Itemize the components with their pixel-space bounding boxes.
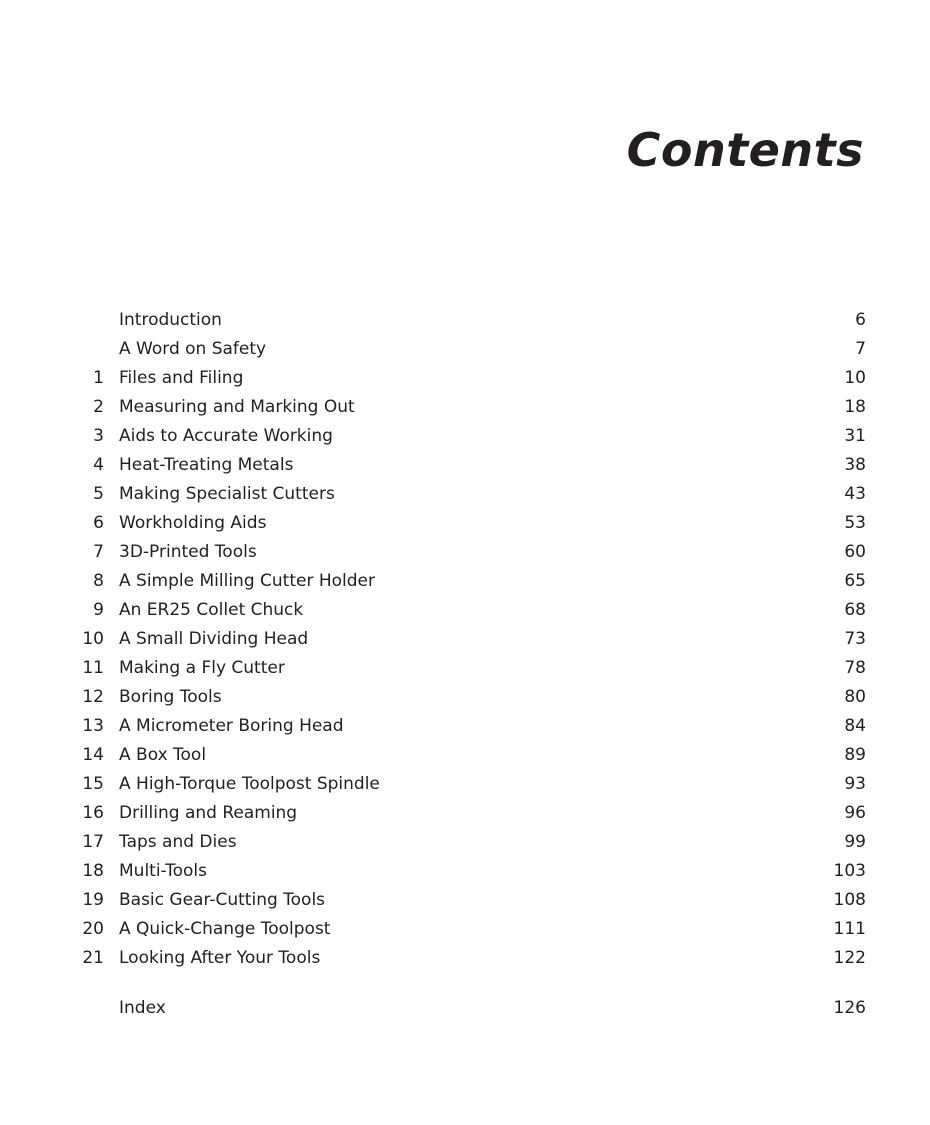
toc-entry-page: 93 [844,774,866,794]
toc-entry-title: Multi-Tools [119,861,208,881]
toc-entry-title: Making Specialist Cutters [119,484,335,504]
toc-entry-number: 6 [93,513,104,533]
toc-entry-chapter[interactable] [0,799,930,828]
toc-entry-chapter[interactable] [0,770,930,799]
toc-entry-number: 12 [82,687,104,707]
toc-entry-title: A Quick-Change Toolpost [119,919,331,939]
toc-entry-chapter[interactable] [0,364,930,393]
toc-entry-title: Aids to Accurate Working [119,426,333,446]
toc-entry-title: A Micrometer Boring Head [119,716,344,736]
toc-entry-title: Workholding Aids [119,513,267,533]
toc-entry-title: Measuring and Marking Out [119,397,355,417]
toc-entry-page: 99 [844,832,866,852]
toc-entry-title: A Box Tool [119,745,207,765]
toc-entry-number: 13 [82,716,104,736]
toc-entry-title: Introduction [119,310,222,330]
toc-entry-chapter[interactable] [0,683,930,712]
toc-entry-page: 6 [855,310,866,330]
toc-entry-number: 21 [82,948,104,968]
toc-entry-page: 10 [844,368,866,388]
toc-entry-page: 53 [844,513,866,533]
toc-entry-chapter[interactable] [0,857,930,886]
toc-entry-title: Files and Filing [119,368,244,388]
toc-entry-chapter[interactable] [0,654,930,683]
toc-entry-chapter[interactable] [0,509,930,538]
toc-entry-page: 60 [844,542,866,562]
toc-entry-chapter[interactable] [0,886,930,915]
toc-entry-number: 14 [82,745,104,765]
toc-entry-page: 126 [833,998,866,1018]
toc-entry-page: 31 [844,426,866,446]
toc-entry-page: 103 [833,861,866,881]
toc-entry-number: 2 [93,397,104,417]
toc-entry-title: Drilling and Reaming [119,803,298,823]
toc-entry-page: 96 [844,803,866,823]
toc-entry-a-word-on-safety[interactable] [0,335,930,364]
page-title: Contents [626,123,864,177]
toc-entry-number: 10 [82,629,104,649]
toc-entry-chapter[interactable] [0,393,930,422]
toc-entry-chapter[interactable] [0,712,930,741]
toc-entry-chapter[interactable] [0,538,930,567]
toc-entry-title: Taps and Dies [119,832,237,852]
toc-entry-title: Boring Tools [119,687,222,707]
toc-entry-page: 68 [844,600,866,620]
toc-entry-page: 84 [844,716,866,736]
toc-entry-page: 65 [844,571,866,591]
toc-entry-index[interactable] [0,994,930,1023]
toc-entry-title: Heat-Treating Metals [119,455,294,475]
toc-entry-chapter[interactable] [0,451,930,480]
toc-entry-chapter[interactable] [0,944,930,973]
toc-entry-chapter[interactable] [0,828,930,857]
toc-entry-chapter[interactable] [0,480,930,509]
toc-entry-number: 5 [93,484,104,504]
toc-entry-page: 43 [844,484,866,504]
toc-entry-title: A Simple Milling Cutter Holder [119,571,375,591]
toc-entry-title: 3D-Printed Tools [119,542,257,562]
toc-entry-page: 122 [833,948,866,968]
toc-entry-number: 17 [82,832,104,852]
toc-entry-number: 15 [82,774,104,794]
toc-entry-number: 3 [93,426,104,446]
toc-entry-page: 108 [833,890,866,910]
toc-entry-number: 7 [93,542,104,562]
toc-entry-number: 20 [82,919,104,939]
toc-entry-page: 80 [844,687,866,707]
toc-entry-page: 7 [855,339,866,359]
toc-entry-chapter[interactable] [0,741,930,770]
toc-entry-title: Making a Fly Cutter [119,658,285,678]
toc-entry-chapter[interactable] [0,915,930,944]
toc-entry-page: 18 [844,397,866,417]
toc-entry-number: 18 [82,861,104,881]
toc-entry-chapter[interactable] [0,596,930,625]
toc-entry-title: Index [119,998,166,1018]
toc-entry-number: 4 [93,455,104,475]
toc-entry-chapter[interactable] [0,567,930,596]
toc-entry-title: A Small Dividing Head [119,629,309,649]
toc-entry-introduction[interactable] [0,306,930,335]
table-of-contents [0,306,930,1023]
toc-entry-number: 11 [82,658,104,678]
toc-entry-page: 89 [844,745,866,765]
toc-entry-page: 78 [844,658,866,678]
toc-entry-number: 1 [93,368,104,388]
toc-entry-page: 38 [844,455,866,475]
toc-entry-title: An ER25 Collet Chuck [119,600,304,620]
toc-entry-chapter[interactable] [0,625,930,654]
toc-entry-number: 8 [93,571,104,591]
toc-entry-title: A High-Torque Toolpost Spindle [119,774,380,794]
toc-entry-chapter[interactable] [0,422,930,451]
toc-entry-number: 19 [82,890,104,910]
toc-entry-title: A Word on Safety [119,339,267,359]
toc-entry-page: 73 [844,629,866,649]
toc-entry-title: Basic Gear-Cutting Tools [119,890,326,910]
toc-entry-number: 16 [82,803,104,823]
toc-entry-page: 111 [833,919,866,939]
toc-entry-number: 9 [93,600,104,620]
toc-entry-title: Looking After Your Tools [119,948,321,968]
